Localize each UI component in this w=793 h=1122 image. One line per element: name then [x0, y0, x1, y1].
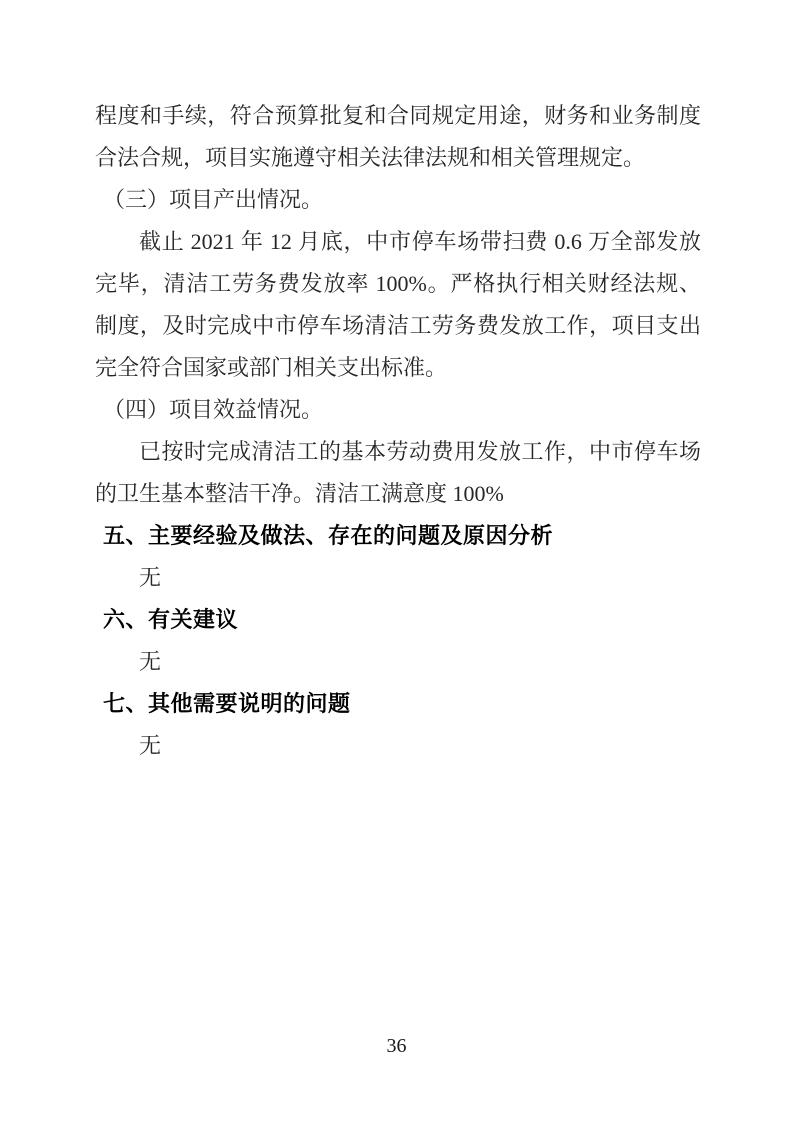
section-heading-7: 七、其他需要说明的问题	[103, 691, 351, 716]
paragraph-project-benefit: 已按时完成清洁工的基本劳动费用发放工作，中市停车场的卫生基本整洁干净。清洁工满意度 100%	[95, 439, 701, 506]
document-body	[95, 95, 701, 767]
section-heading-6: 六、有关建议	[103, 607, 239, 632]
subsection-heading-4: （四）项目效益情况。	[103, 397, 324, 422]
paragraph-none-3: 无	[139, 733, 162, 758]
paragraph-none-1: 无	[139, 565, 162, 590]
subsection-heading-3: （三）项目产出情况。	[103, 187, 324, 212]
paragraph-project-output: 截止 2021 年 12 月底，中市停车场带扫费 0.6 万全部发放完毕，清洁工劳务费发放率 100%。严格执行相关财经法规、制度，及时完成中市停车场清洁工劳务费发放工作，项目支出完全符合国家或部门相关支出标准。	[95, 229, 701, 380]
section-heading-5: 五、主要经验及做法、存在的问题及原因分析	[103, 523, 554, 548]
paragraph-continuation: 程度和手续，符合预算批复和合同规定用途，财务和业务制度合法合规，项目实施遵守相关法律法规和相关管理规定。	[95, 103, 701, 170]
page-number: 36	[386, 1035, 407, 1057]
paragraph-none-2: 无	[139, 649, 162, 674]
